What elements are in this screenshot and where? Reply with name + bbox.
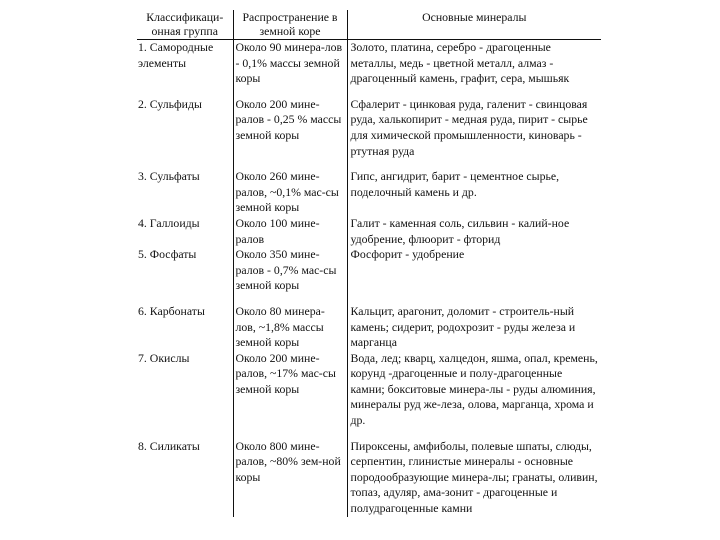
distribution-cell: Около 260 мине-ралов, ~0,1% мас-сы земной коры (233, 169, 347, 216)
table-row (137, 439, 601, 517)
table-row (137, 216, 601, 247)
minerals-cell: Пироксены, амфиболы, полевые шпаты, слюды, серпентин, глинистые минералы - основные породообразующие минера-лы; гранаты, оливин, топаз, адуляр, ама-зонит - драгоценные и полудрагоценные камни (350, 438, 598, 516)
distribution-cell: Около 800 мине-ралов, ~80% зем-ной коры (233, 439, 347, 517)
minerals-table (137, 10, 601, 517)
row-spacer (137, 159, 601, 169)
distribution-cell: Около 80 минера-лов, ~1,8% массы земной коры (233, 304, 347, 351)
group-cell: 7. Окислы (137, 351, 233, 429)
group-cell: 5. Фосфаты (137, 247, 233, 294)
table-row (137, 169, 601, 216)
table-row (137, 247, 601, 294)
minerals-cell: Гипс, ангидрит, барит - цементное сырье, поделочный камень и др. (350, 169, 560, 199)
minerals-cell: Фосфорит - удобрение (350, 247, 465, 262)
group-cell: 6. Карбонаты (137, 304, 233, 351)
distribution-cell: Около 90 минера-лов - 0,1% массы земной коры (233, 40, 347, 87)
distribution-cell: Около 100 мине-ралов (233, 216, 347, 247)
group-cell: 2. Сульфиды (137, 97, 233, 159)
minerals-cell: Сфалерит - цинковая руда, галенит - свинцовая руда, халькопирит - медная руда, пирит - сырье для химической промышленности, киноварь - ртутная руда (350, 96, 588, 158)
row-spacer (137, 294, 601, 304)
distribution-cell: Около 200 мине-ралов - 0,25 % массы земной коры (233, 97, 347, 159)
header-minerals: Основные минералы (347, 10, 601, 40)
minerals-cell: Галит - каменная соль, сильвин - калий-ное удобрение, флюорит - фторид (350, 215, 570, 246)
row-spacer (137, 429, 601, 439)
table-row (137, 40, 601, 87)
table-row (137, 304, 601, 351)
group-cell: 4. Галлоиды (137, 216, 233, 247)
row-spacer (137, 87, 601, 97)
group-cell: 8. Силикаты (137, 439, 233, 517)
minerals-cell: Вода, лед; кварц, халцедон, яшма, опал, кремень, корунд -драгоценные и полу-драгоценные камни; бокситовые минера-лы - руды алюминия, минералы руд же-леза, олова, марганца, хрома и др. (350, 350, 598, 428)
table-row (137, 351, 601, 429)
group-cell: 3. Сульфаты (137, 169, 233, 216)
minerals-cell: Золото, платина, серебро - драгоценные металлы, медь - цветной металл, алмаз - драгоценный камень, графит, сера, мышьяк (350, 40, 570, 86)
table-header-row (137, 10, 601, 40)
distribution-cell: Около 350 мине-ралов - 0,7% мас-сы земной коры (233, 247, 347, 294)
header-distribution: Распространение в земной коре (233, 10, 347, 40)
minerals-cell: Кальцит, арагонит, доломит - строитель-ный камень; сидерит, родохрозит - руды железа и марганца (350, 303, 576, 350)
header-classification: Классификаци-онная группа (137, 10, 233, 40)
group-cell: 1. Самородные элементы (137, 40, 233, 87)
table-row (137, 97, 601, 159)
distribution-cell: Около 200 мине-ралов, ~17% мас-сы земной коры (233, 351, 347, 429)
